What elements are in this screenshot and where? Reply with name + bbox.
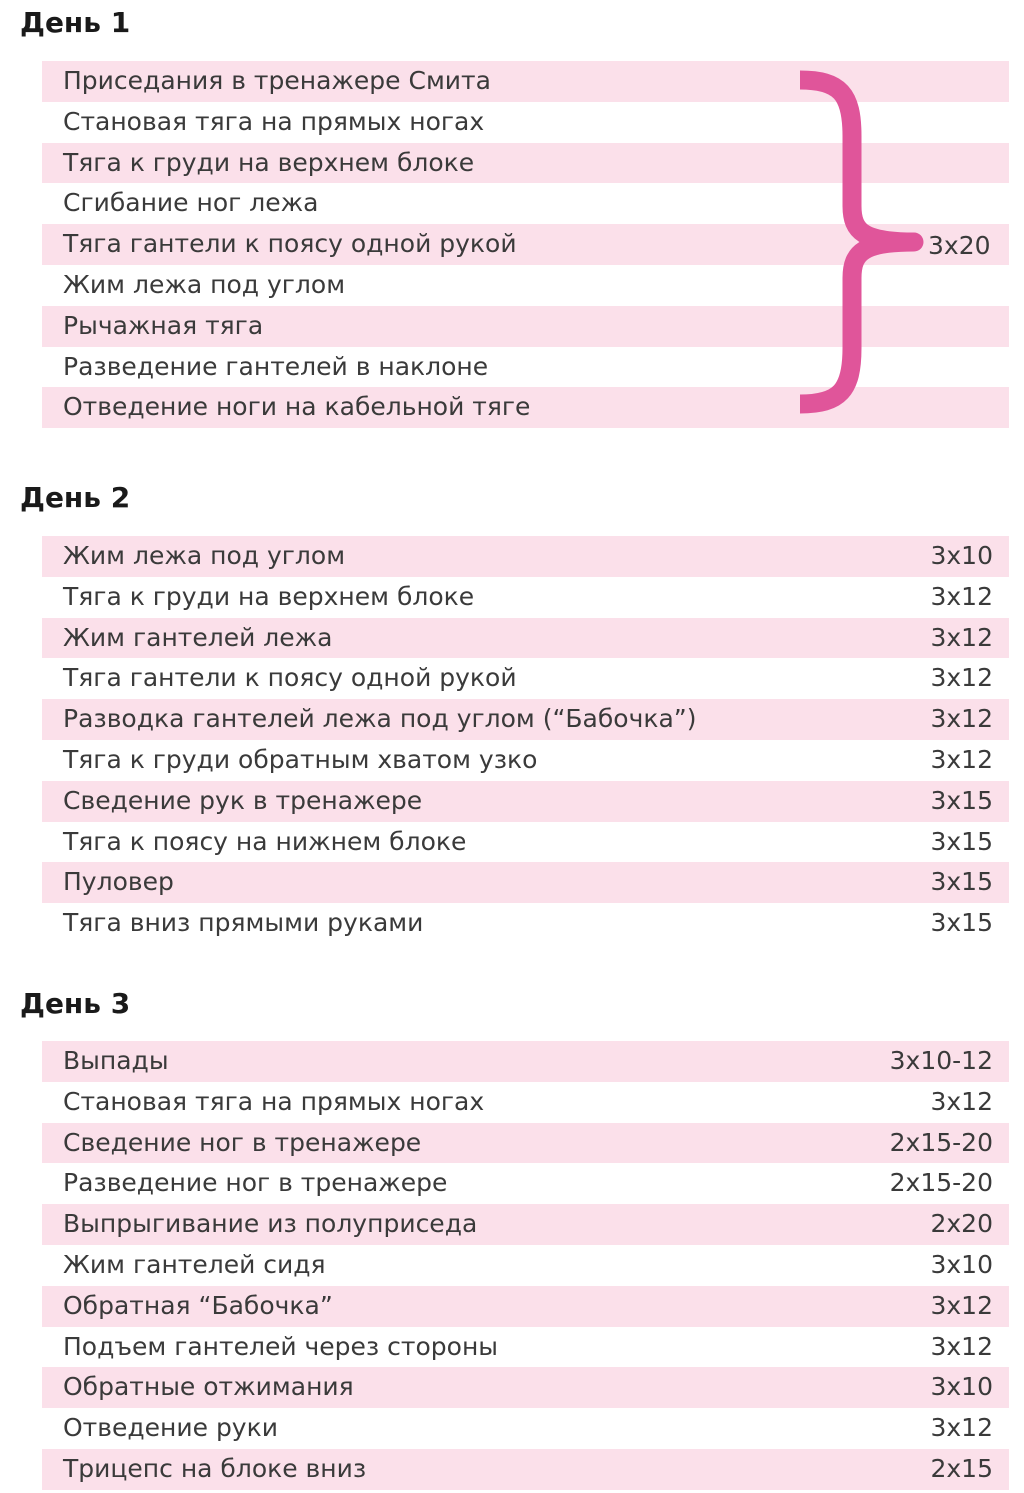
exercise-sets: 3x12 <box>930 704 993 734</box>
exercise-name: Становая тяга на прямых ногах <box>63 106 485 136</box>
exercise-name: Тяга вниз прямыми руками <box>63 908 424 938</box>
exercise-sets: 3x12 <box>930 622 993 652</box>
exercise-name: Разводка гантелей лежа под углом (“Бабочка”) <box>63 704 697 734</box>
exercise-row <box>42 903 1009 944</box>
exercise-sets: 3x12 <box>930 1331 993 1361</box>
exercise-sets: 3x15 <box>930 826 993 856</box>
exercise-row <box>42 1367 1009 1408</box>
exercise-sets: 3x10 <box>930 1249 993 1279</box>
exercise-name: Жим лежа под углом <box>63 541 346 570</box>
day-1-title: День 1 <box>20 6 131 39</box>
exercise-sets: 2x15 <box>930 1453 993 1483</box>
exercise-name: Трицепс на блоке вниз <box>63 1453 367 1483</box>
exercise-name: Сведение ног в тренажере <box>63 1127 422 1157</box>
exercise-row <box>42 577 1009 618</box>
day-3-exercise-table <box>42 1041 1009 1490</box>
day-2-title: День 2 <box>20 481 131 514</box>
exercise-name: Выпрыгивание из полуприседа <box>63 1209 478 1239</box>
exercise-name: Тяга гантели к поясу одной рукой <box>63 229 517 259</box>
exercise-sets: 3x10 <box>930 541 993 570</box>
day-3-title: День 3 <box>20 987 131 1020</box>
exercise-sets: 3x15 <box>930 785 993 815</box>
exercise-sets: 2x20 <box>930 1209 993 1239</box>
exercise-row <box>42 618 1009 659</box>
day-1-group-sets: 3x20 <box>928 231 991 260</box>
exercise-name: Обратная “Бабочка” <box>63 1290 333 1320</box>
exercise-name: Разведение гантелей в наклоне <box>63 351 489 381</box>
exercise-name: Сгибание ног лежа <box>63 188 319 218</box>
exercise-row <box>42 1163 1009 1204</box>
exercise-name: Становая тяга на прямых ногах <box>63 1086 485 1116</box>
exercise-name: Обратные отжимания <box>63 1372 354 1402</box>
exercise-name: Тяга гантели к поясу одной рукой <box>63 663 517 693</box>
exercise-row <box>42 740 1009 781</box>
exercise-name: Выпады <box>63 1046 169 1075</box>
exercise-name: Рычажная тяга <box>63 310 264 340</box>
exercise-name: Тяга к груди обратным хватом узко <box>63 744 538 774</box>
curly-brace-icon <box>790 66 930 416</box>
exercise-row <box>42 1204 1009 1245</box>
exercise-sets: 3x12 <box>930 1086 993 1116</box>
exercise-row <box>42 1286 1009 1327</box>
exercise-name: Пуловер <box>63 867 174 897</box>
exercise-row <box>42 1408 1009 1449</box>
exercise-name: Жим лежа под углом <box>63 269 346 299</box>
exercise-row <box>42 822 1009 863</box>
exercise-name: Тяга к поясу на нижнем блоке <box>63 826 467 856</box>
exercise-name: Тяга к груди на верхнем блоке <box>63 581 475 611</box>
exercise-name: Отведение руки <box>63 1413 278 1443</box>
day-2-exercise-table <box>42 536 1009 944</box>
exercise-name: Отведение ноги на кабельной тяге <box>63 392 531 422</box>
exercise-row <box>42 781 1009 822</box>
exercise-sets: 3x15 <box>930 908 993 938</box>
exercise-name: Разведение ног в тренажере <box>63 1168 448 1198</box>
exercise-name: Подъем гантелей через стороны <box>63 1331 499 1361</box>
exercise-sets: 3x15 <box>930 867 993 897</box>
exercise-row <box>42 699 1009 740</box>
exercise-row <box>42 1082 1009 1123</box>
exercise-row <box>42 1123 1009 1164</box>
exercise-row <box>42 1327 1009 1368</box>
exercise-sets: 3x12 <box>930 1290 993 1320</box>
exercise-sets: 2x15-20 <box>889 1168 993 1198</box>
exercise-sets: 3x12 <box>930 663 993 693</box>
exercise-row <box>42 1245 1009 1286</box>
exercise-sets: 3x12 <box>930 744 993 774</box>
exercise-sets: 2x15-20 <box>889 1127 993 1157</box>
exercise-row <box>42 1041 1009 1082</box>
exercise-sets: 3x10 <box>930 1372 993 1402</box>
exercise-row <box>42 536 1009 577</box>
exercise-row <box>42 1449 1009 1490</box>
exercise-sets: 3x12 <box>930 581 993 611</box>
exercise-row <box>42 658 1009 699</box>
bracket-shape <box>800 80 914 404</box>
exercise-name: Приседания в тренажере Смита <box>63 66 491 95</box>
exercise-sets: 3x12 <box>930 1413 993 1443</box>
exercise-name: Тяга к груди на верхнем блоке <box>63 147 475 177</box>
exercise-name: Сведение рук в тренажере <box>63 785 423 815</box>
exercise-name: Жим гантелей сидя <box>63 1249 326 1279</box>
exercise-row <box>42 862 1009 903</box>
exercise-name: Жим гантелей лежа <box>63 622 333 652</box>
exercise-sets: 3x10-12 <box>889 1046 993 1075</box>
